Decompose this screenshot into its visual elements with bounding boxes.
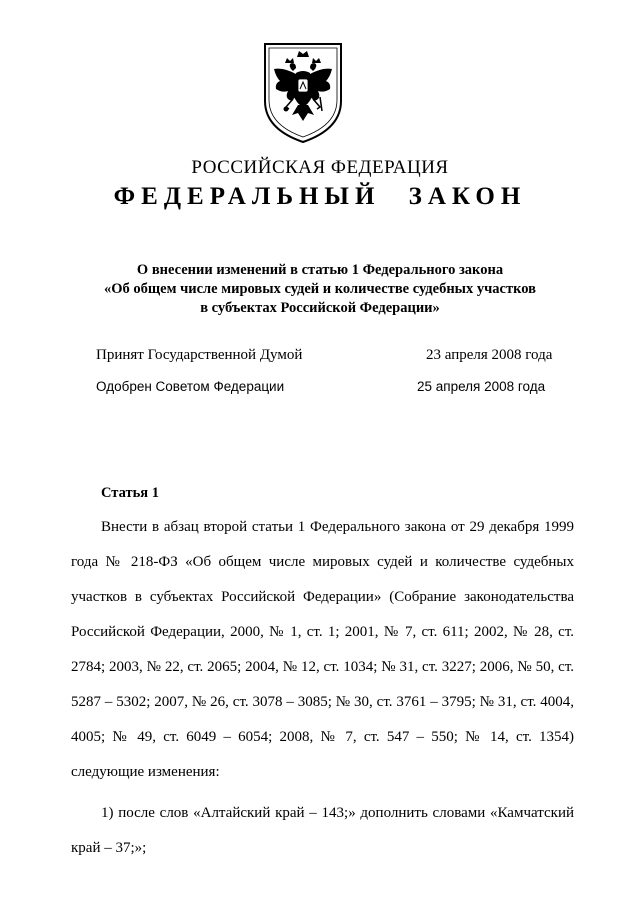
article-body — [71, 510, 574, 866]
document-type: ФЕДЕРАЛЬНЫЙ ЗАКОН — [113, 183, 527, 210]
law-title-line: «Об общем числе мировых судей и количестве судебных участков — [104, 281, 536, 297]
article-paragraph: Внести в абзац второй статьи 1 Федерального закона от 29 декабря 1999 года № 218-ФЗ «Об общем числе мировых судей и количестве судебных участков в субъектах Российской Федерации» (Собрание законодательства Российской Федерации, 2000, № 1, ст. 1; 2001, № 7, ст. 611; 2002, № 28, ст. 2784; 2003, № 22, ст. 2065; 2004, № 12, ст. 1034; № 31, ст. 3227; 2006, № 50, ст. 5287 – 5302; 2007, № 26, ст. 3078 – 3085; № 30, ст. 3761 – 3795; № 31, ст. 4004, 4005; № 49, ст. 6049 – 6054; 2008, № 7, ст. 547 – 550; № 14, ст. 1354) следующие изменения: — [71, 519, 574, 780]
article-paragraph: 1) после слов «Алтайский край – 143;» дополнить словами «Камчатский край – 37;»; — [71, 805, 574, 856]
duma-adoption-label: Принят Государственной Думой — [96, 347, 303, 363]
law-title-line: О внесении изменений в статью 1 Федерального закона — [136, 262, 504, 278]
russian-coat-of-arms-icon — [262, 41, 344, 145]
duma-adoption-date: 23 апреля 2008 года — [426, 347, 553, 363]
country-name: РОССИЙСКАЯ ФЕДЕРАЦИЯ — [191, 157, 449, 178]
law-title — [0, 261, 640, 318]
council-approval-date: 25 апреля 2008 года — [417, 379, 546, 394]
law-title-line: в субъектах Российской Федерации» — [200, 300, 440, 316]
council-approval-label: Одобрен Советом Федерации — [96, 379, 285, 394]
article-heading: Статья 1 — [101, 485, 159, 501]
